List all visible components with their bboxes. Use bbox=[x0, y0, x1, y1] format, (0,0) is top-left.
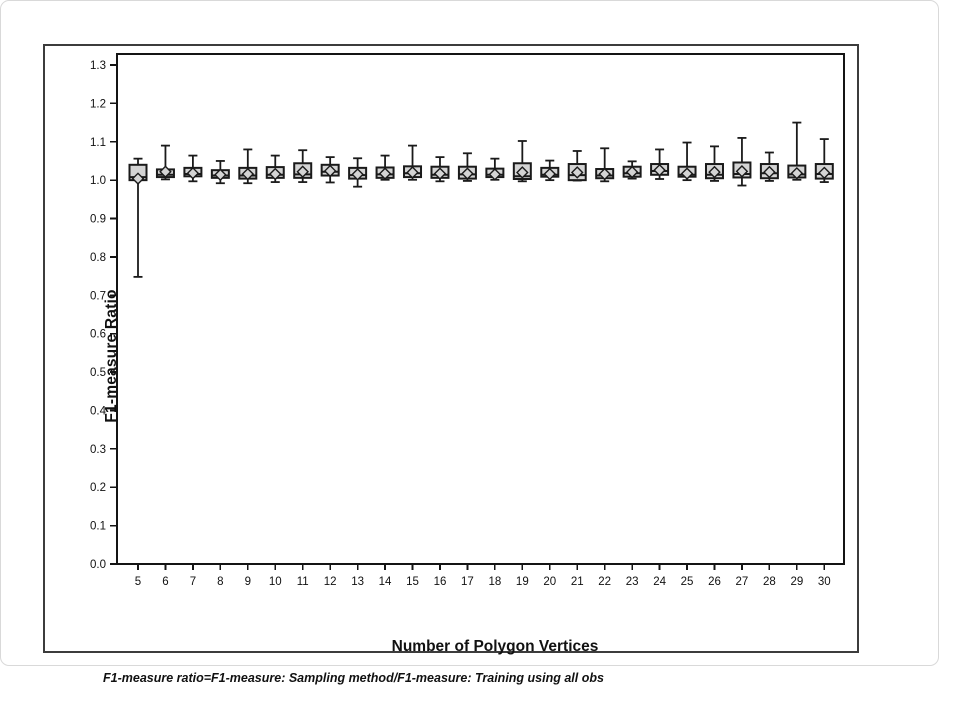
x-tick-label: 17 bbox=[461, 576, 474, 588]
y-tick-label: 0.9 bbox=[90, 213, 106, 226]
x-tick-label: 5 bbox=[134, 576, 142, 588]
y-tick-label: 1.3 bbox=[90, 59, 106, 72]
x-tick-label: 14 bbox=[378, 576, 392, 588]
x-tick-label: 15 bbox=[406, 576, 419, 588]
x-tick-label: 27 bbox=[735, 576, 749, 588]
x-tick-label: 22 bbox=[598, 576, 612, 588]
y-tick-label: 0.8 bbox=[90, 251, 106, 264]
y-tick-label: 0.4 bbox=[90, 405, 106, 418]
x-tick-label: 10 bbox=[268, 576, 282, 588]
x-axis-title: Number of Polygon Vertices bbox=[391, 638, 599, 655]
x-tick-label: 20 bbox=[543, 576, 557, 588]
x-tick-label: 23 bbox=[625, 576, 639, 588]
x-tick-label: 9 bbox=[244, 576, 252, 588]
x-tick-label: 25 bbox=[680, 576, 694, 588]
x-tick-label: 12 bbox=[323, 576, 337, 588]
x-tick-label: 13 bbox=[351, 576, 365, 588]
x-tick-label: 24 bbox=[653, 576, 666, 588]
footnote: F1-measure ratio=F1-measure: Sampling method/F1-measure: Training using all obs bbox=[103, 671, 604, 685]
x-tick-label: 16 bbox=[433, 576, 447, 588]
x-tick-label: 29 bbox=[790, 576, 804, 588]
boxplot-chart bbox=[43, 44, 978, 706]
y-tick-label: 1.2 bbox=[90, 98, 106, 111]
x-tick-label: 19 bbox=[515, 576, 529, 588]
y-tick-label: 0.6 bbox=[90, 328, 106, 341]
x-tick-label: 21 bbox=[570, 576, 584, 588]
x-tick-label: 30 bbox=[817, 576, 831, 588]
chart-figure-frame bbox=[43, 44, 859, 685]
y-tick-label: 0.2 bbox=[90, 482, 106, 495]
y-tick-label: 0.7 bbox=[90, 290, 106, 303]
y-tick-label: 1.1 bbox=[90, 136, 106, 149]
x-tick-label: 6 bbox=[162, 576, 169, 588]
x-tick-label: 28 bbox=[762, 576, 776, 588]
x-tick-label: 11 bbox=[296, 576, 309, 588]
plot-frame bbox=[117, 54, 844, 564]
x-tick-label: 26 bbox=[708, 576, 721, 588]
x-tick-label: 7 bbox=[189, 576, 197, 588]
y-tick-label: 0.1 bbox=[90, 520, 106, 533]
x-tick-label: 8 bbox=[217, 576, 224, 588]
y-axis-title: F1-measure Ratio bbox=[103, 289, 120, 423]
y-tick-label: 0.0 bbox=[90, 559, 106, 571]
y-tick-label: 1.0 bbox=[90, 175, 106, 188]
y-tick-label: 0.3 bbox=[90, 443, 106, 456]
y-tick-label: 0.5 bbox=[90, 367, 106, 380]
x-tick-label: 18 bbox=[488, 576, 502, 588]
